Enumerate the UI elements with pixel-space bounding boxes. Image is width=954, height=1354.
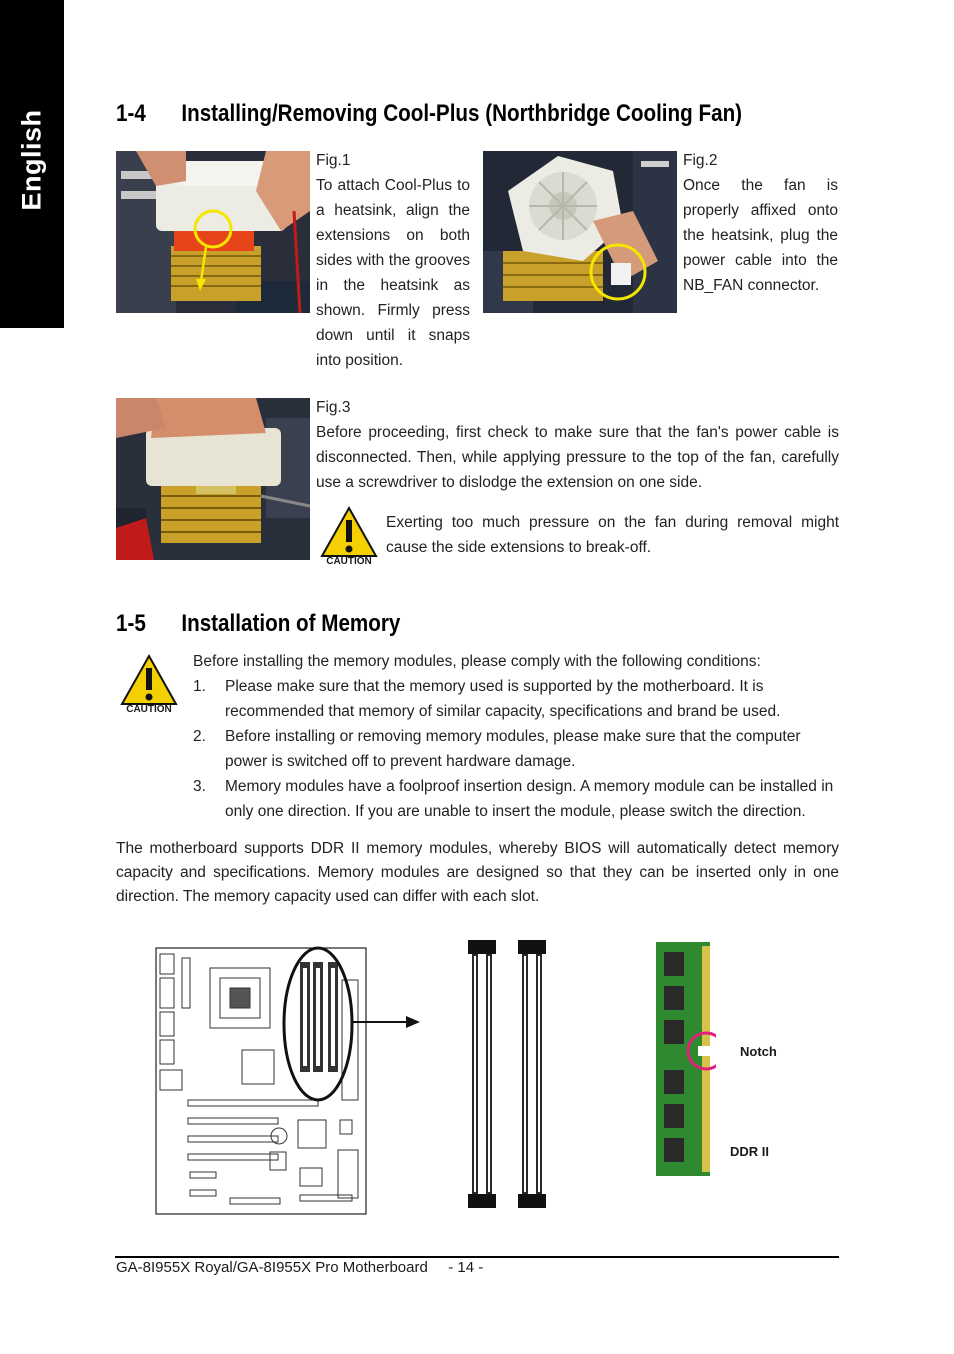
footer-page-number: - 14 - (448, 1259, 484, 1276)
fig1-label: Fig.1 (316, 152, 351, 169)
section-number: 1-4 (116, 100, 146, 127)
section-title: Installing/Removing Cool-Plus (Northbridge Cooling Fan) (181, 100, 743, 127)
ddr2-label: DDR II (730, 1144, 769, 1159)
fig3-label: Fig.3 (316, 399, 351, 416)
notch-label: Notch (740, 1044, 777, 1059)
list-text: Before installing or removing memory modules, please make sure that the computer power is switched off to prevent hardware damage. (225, 728, 801, 770)
section-1-4-heading (116, 100, 742, 128)
list-number: 3. (193, 778, 206, 795)
memory-intro: Before installing the memory modules, please comply with the following conditions: (193, 653, 761, 670)
fig3-photo (116, 398, 310, 560)
list-item (193, 774, 839, 824)
caution-label: CAUTION (126, 704, 172, 715)
fig2-text: Once the fan is properly affixed onto the heatsink, plug the power cable into the NB_FAN connector. (683, 177, 838, 294)
section-title: Installation of Memory (181, 610, 401, 637)
fig2-label: Fig.2 (683, 152, 718, 169)
caution-sign-1-4 (319, 504, 379, 570)
fig1-photo (116, 151, 310, 313)
list-item (193, 724, 839, 774)
ddr2-module-image (650, 938, 716, 1180)
footer-model: GA-8I955X Royal/GA-8I955X Pro Motherboard (116, 1259, 428, 1276)
fig1-text: To attach Cool-Plus to a heatsink, align the extensions on both sides with the grooves in the heatsink as shown. Firmly press down until it snaps into position. (316, 177, 470, 369)
fig3-text: Before proceeding, first check to make sure that the fan's power cable is disconnected. Then, while applying pressure to the top of the fan, carefully use a screwdriver to dislodge the extension on one side. (316, 424, 839, 491)
list-text: Memory modules have a foolproof insertion design. A memory module can be installed in only one direction. If you are unable to insert the module, please switch the direction. (225, 778, 834, 820)
caution-label: CAUTION (326, 556, 372, 567)
list-item (193, 674, 839, 724)
memory-paragraph: The motherboard supports DDR II memory modules, whereby BIOS will automatically detect memory capacity and specifications. Memory modules are designed so that they can be inserted only in one direction. The memory capacity used can differ with each slot. (116, 840, 839, 905)
list-number: 2. (193, 728, 206, 745)
list-text: Please make sure that the memory used is supported by the motherboard. It is recommended that memory of similar capacity, specifications and brand be used. (225, 678, 781, 720)
caution-sign-1-5 (119, 652, 179, 718)
footer (116, 1259, 483, 1276)
fig2-photo (483, 151, 677, 313)
list-number: 1. (193, 678, 206, 695)
motherboard-diagram (150, 940, 430, 1220)
language-tab (0, 0, 64, 328)
section-number: 1-5 (116, 610, 146, 637)
footer-rule (115, 1256, 839, 1258)
caution-text-1-4: Exerting too much pressure on the fan during removal might cause the side extensions to break-off. (386, 514, 839, 556)
section-1-5-heading (116, 610, 400, 638)
dimm-slots-diagram (464, 940, 560, 1210)
language-tab-label: English (16, 109, 47, 211)
